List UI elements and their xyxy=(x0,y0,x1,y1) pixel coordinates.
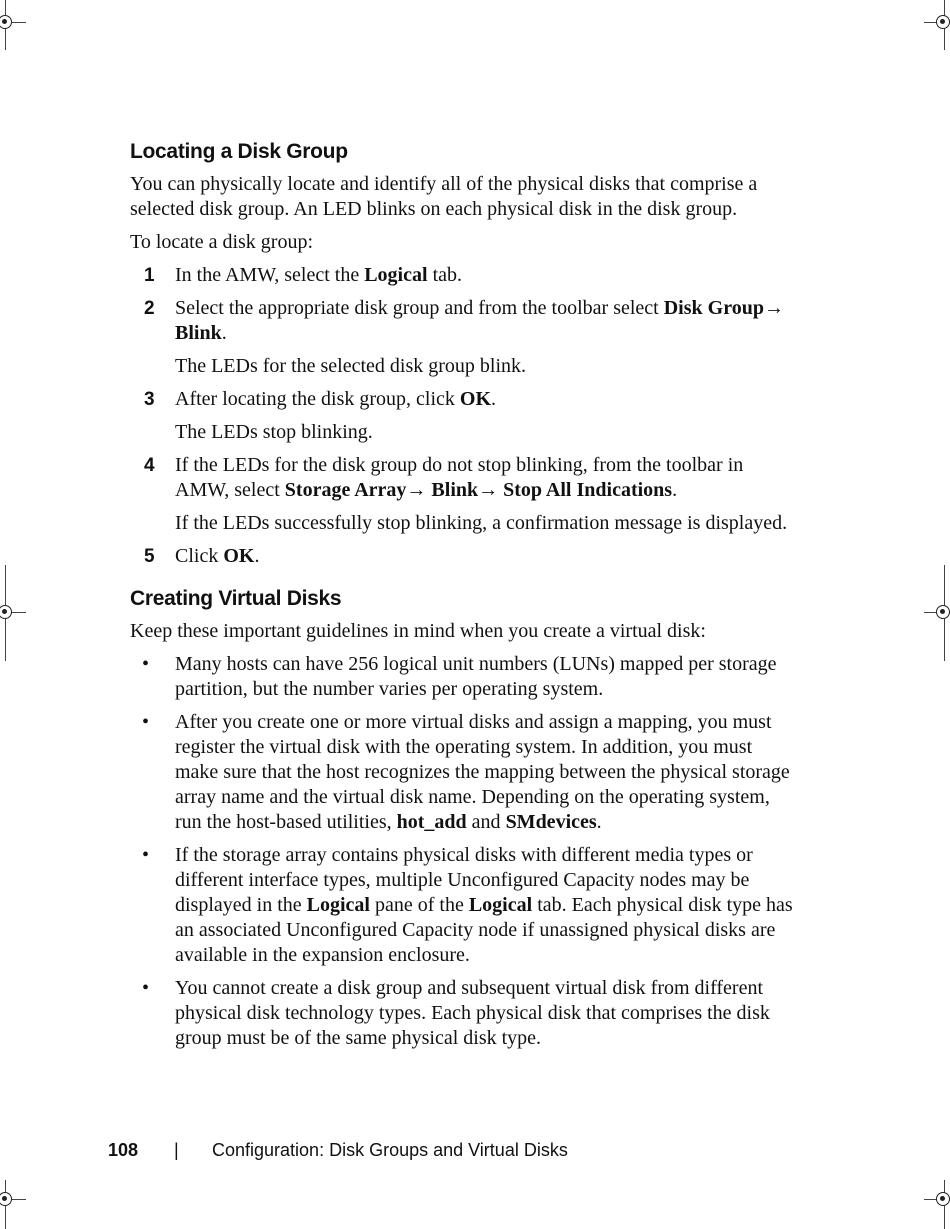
bullet-icon: • xyxy=(142,653,150,675)
step-note: The LEDs stop blinking. xyxy=(175,421,373,443)
step-text: tab. xyxy=(427,264,462,286)
step-text: If the LEDs for the disk group do not stop blinking, from the toolbar in AMW, select xyxy=(175,454,744,501)
bullet-text: tab. Each physical disk type has an associated Unconfigured Capacity node if unassigned physical disks are available in the expansion enclosure. xyxy=(175,894,793,966)
step-text: Click xyxy=(175,545,224,567)
step-text: In the AMW, select the xyxy=(175,264,365,286)
section-heading-locating-disk-group: Locating a Disk Group xyxy=(130,140,348,163)
step-text: . xyxy=(672,479,678,501)
bullet-text: Many hosts can have 256 logical unit numbers (LUNs) mapped per storage partition, but the number varies per operating system. xyxy=(175,653,777,700)
registration-mark-icon xyxy=(932,11,950,35)
step-text: . xyxy=(491,388,497,410)
ui-term: SMdevices xyxy=(505,811,597,833)
step-number: 3 xyxy=(144,389,155,410)
bullet-text: After you create one or more virtual disks and assign a mapping, you must register the virtual disk with the operating system. In addition, you must make sure that the host recognizes the mapping between the physical storage array name and the virtual disk name. Depending on the operating system, run the host-based utilities, xyxy=(175,711,790,833)
page-content xyxy=(130,140,800,1059)
registration-mark-icon xyxy=(0,11,18,35)
bullet-icon: • xyxy=(142,977,150,999)
bullet-text: and xyxy=(466,811,506,833)
section-intro: You can physically locate and identify all of the physical disks that comprise a selected disk group. An LED blinks on each physical disk in the disk group. xyxy=(130,173,758,220)
procedure-step xyxy=(130,296,800,379)
step-note: The LEDs for the selected disk group blink. xyxy=(175,355,527,377)
list-item xyxy=(130,710,800,835)
section-intro: Keep these important guidelines in mind when you create a virtual disk: xyxy=(130,620,706,642)
procedure-lead: To locate a disk group: xyxy=(130,231,313,253)
ui-term: Logical xyxy=(364,264,428,286)
registration-mark-icon xyxy=(932,1188,950,1212)
list-item xyxy=(130,843,800,968)
step-text: . xyxy=(254,545,260,567)
step-note: If the LEDs successfully stop blinking, a confirmation message is displayed. xyxy=(175,512,788,534)
ui-term: Logical xyxy=(468,894,533,916)
registration-mark-icon xyxy=(0,1188,18,1212)
list-item xyxy=(130,976,800,1051)
ui-term: Logical xyxy=(306,894,370,916)
guideline-list xyxy=(130,652,800,1051)
page-number: 108 xyxy=(108,1140,139,1160)
ui-term: OK xyxy=(223,545,255,567)
step-number: 1 xyxy=(144,265,155,286)
registration-mark-icon xyxy=(932,601,950,625)
procedure-step xyxy=(130,544,800,569)
footer-separator: | xyxy=(174,1140,179,1160)
registration-mark-icon xyxy=(0,601,18,625)
ui-term: OK xyxy=(459,388,492,410)
section-heading-creating-virtual-disks: Creating Virtual Disks xyxy=(130,587,342,610)
chapter-title: Configuration: Disk Groups and Virtual Disks xyxy=(212,1140,568,1160)
bullet-icon: • xyxy=(142,711,150,733)
bullet-text: If the storage array contains physical disks with different media types or different interface types, multiple Unconfigured Capacity nodes may be displayed in the xyxy=(175,844,753,916)
step-text: Select the appropriate disk group and from the toolbar select xyxy=(175,297,664,319)
step-number: 5 xyxy=(144,546,155,567)
bullet-icon: • xyxy=(142,844,150,866)
step-number: 2 xyxy=(144,298,155,319)
bullet-text: . xyxy=(596,811,602,833)
step-number: 4 xyxy=(144,455,155,476)
bullet-text: You cannot create a disk group and subsequent virtual disk from different physical disk technology types. Each physical disk that comprises the disk group must be of the same physical disk type. xyxy=(175,977,770,1049)
list-item xyxy=(130,652,800,702)
procedure-step xyxy=(130,453,800,536)
step-text: . xyxy=(221,322,227,344)
ui-term: Disk Group→ Blink xyxy=(175,297,784,344)
procedure-steps xyxy=(130,263,800,569)
ui-term: hot_add xyxy=(396,811,467,833)
procedure-step xyxy=(130,387,800,445)
procedure-step xyxy=(130,263,800,288)
bullet-text: pane of the xyxy=(369,894,469,916)
step-text: After locating the disk group, click xyxy=(175,388,460,410)
ui-term: Storage Array→ Blink→ Stop All Indications xyxy=(284,479,673,501)
